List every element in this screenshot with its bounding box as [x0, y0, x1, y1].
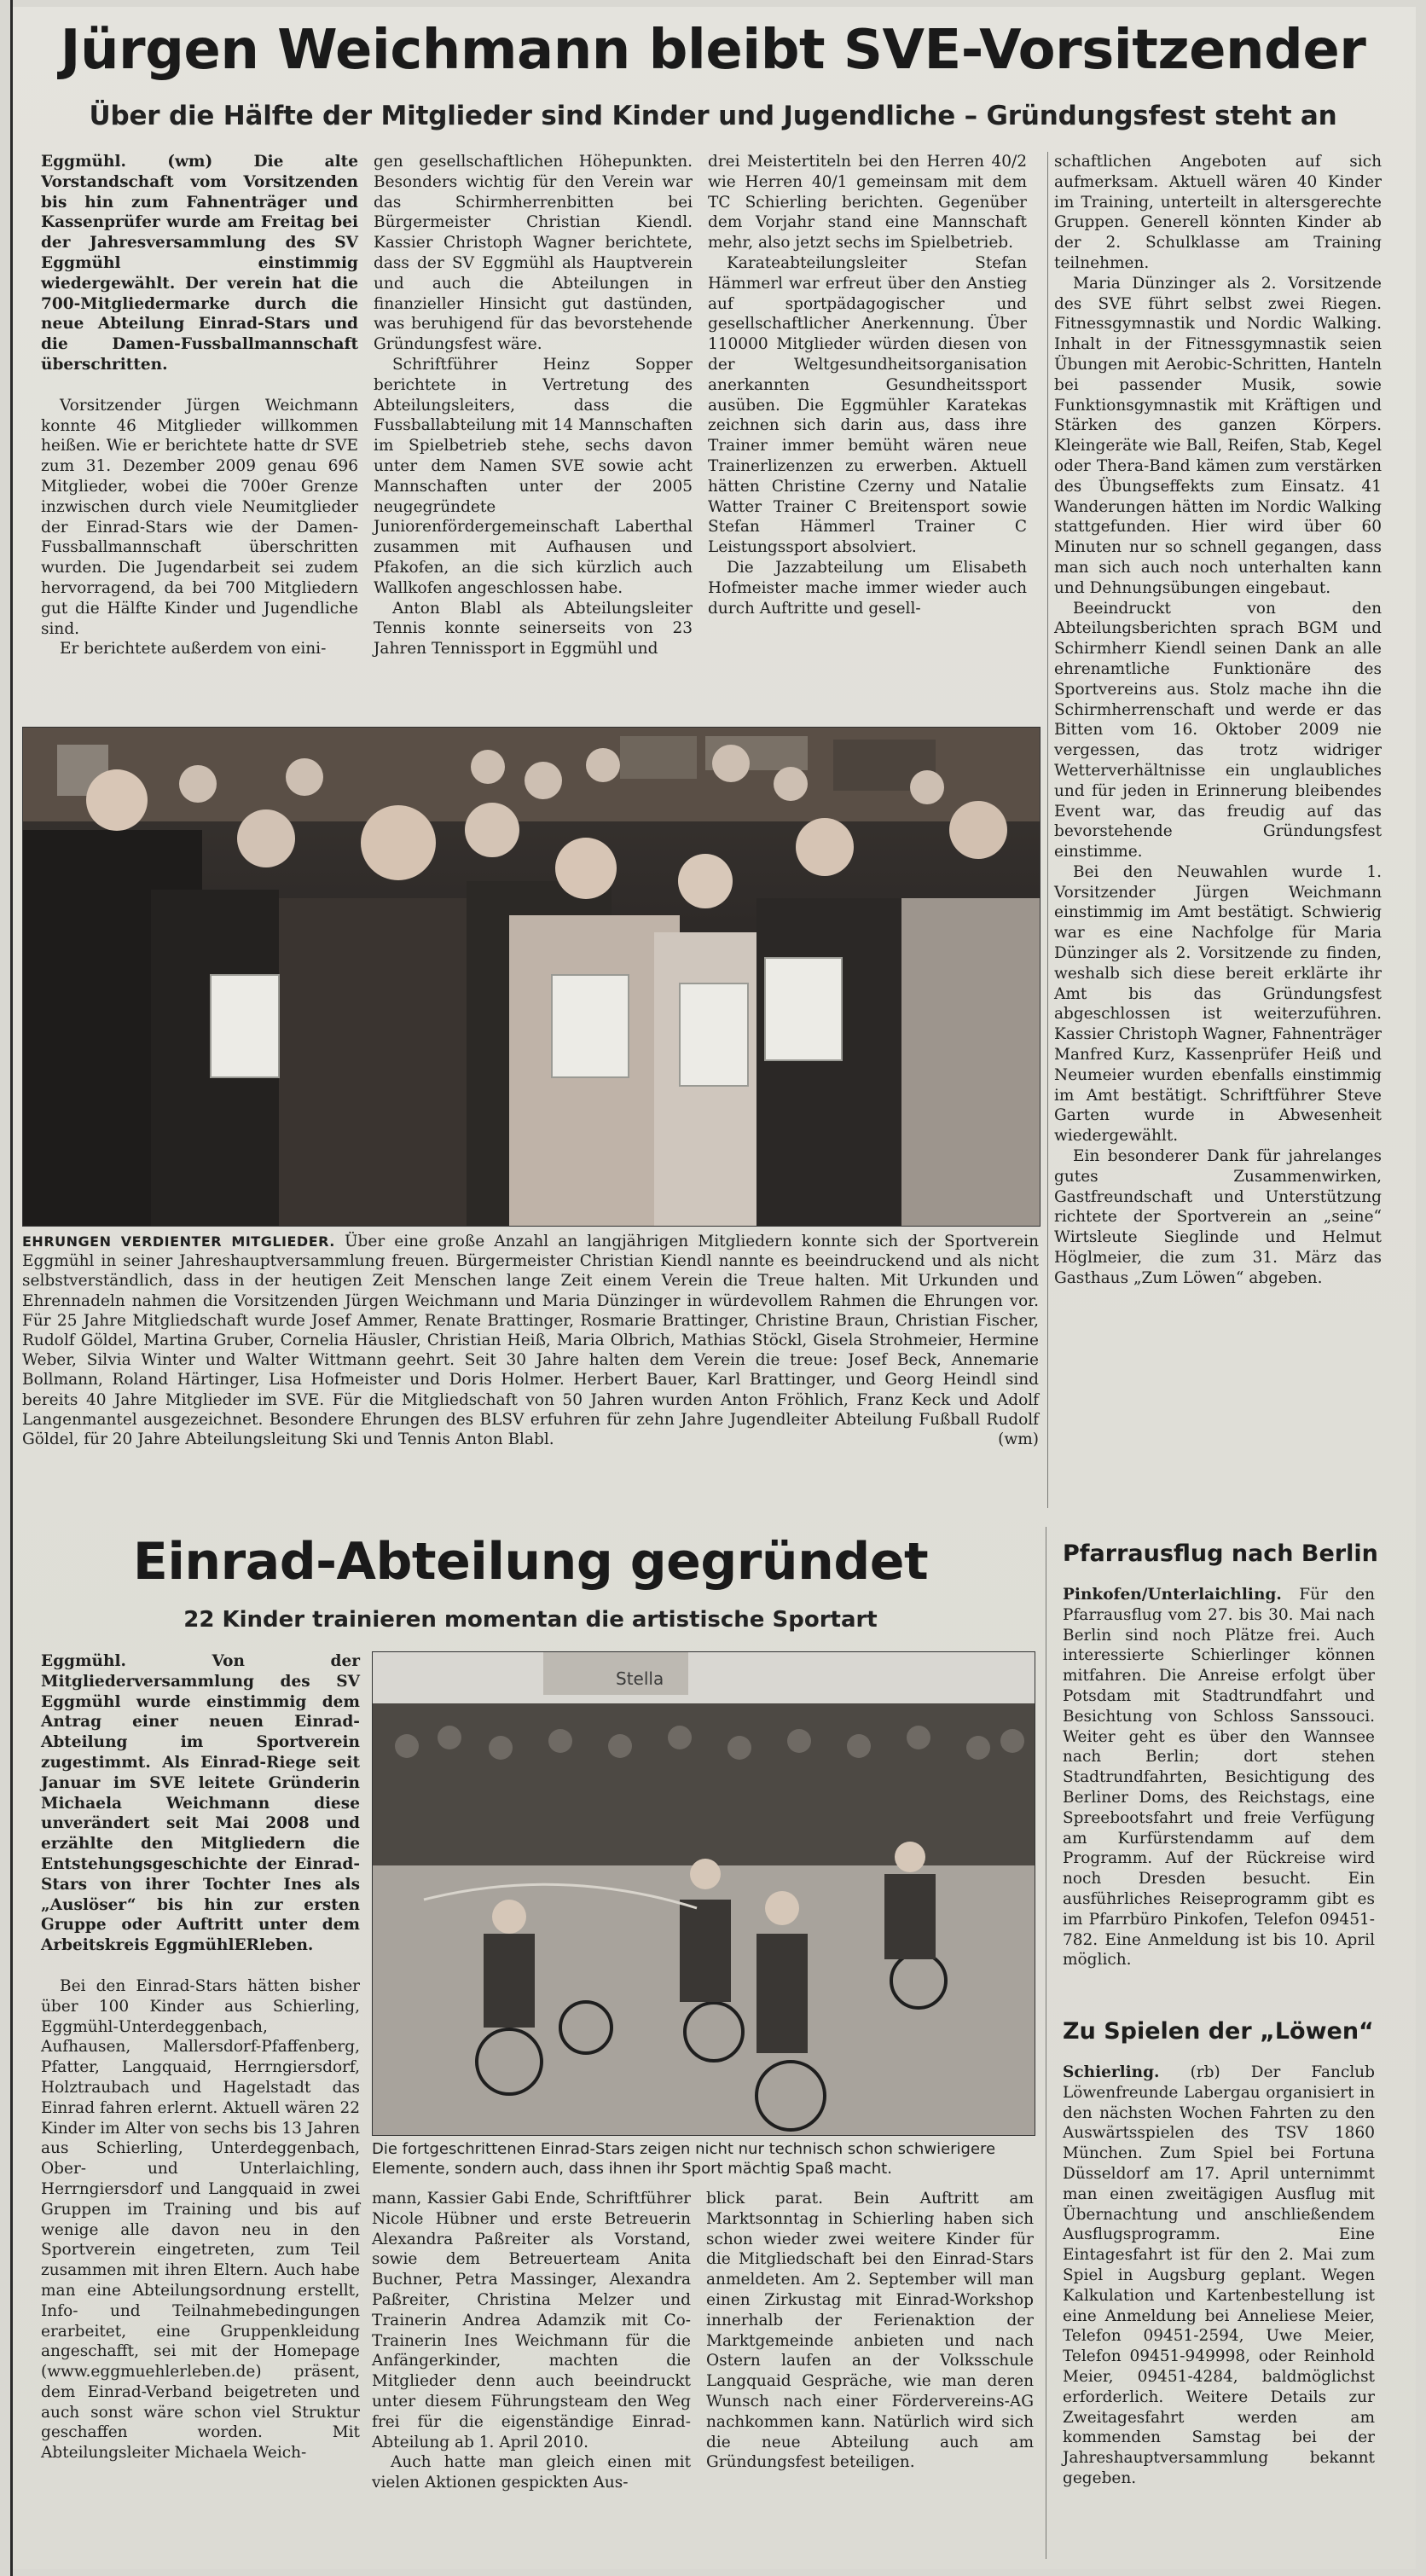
article2-paragraph: Bei den Einrad-Stars hätten bisher über 100 Kinder aus Schierling, Eggmühl-Unterdeggenbach, Aufhausen, Mallersdorf-Pfaffenberg, Pfatter, Langquaid, Herrngiersdorf, Holztraubach und Hagelstadt das Einrad fahren erlernt. Aktuell wären 22 Kinder im Alter von sechs bis 13 Jahren aus Schierling, Unterdeggenbach, Ober- und Unterlaichling, Herrngiersdorf und Langquaid in zwei Gruppen im Training und bis auf wenige alle davon neu in den Sportverein eingetreten, zum Teil zusammen mit ihren Eltern. Auch habe man eine Abteilungsordnung erstellt, Info- und Teilnahmebedingungen erarbeitet, eine Gruppenkleidung angeschafft, sei mit der Homepage (www.eggmuehlerleben.de) präsent, dem Einrad-Verband beigetreten und auch sonst wäre schon viel Struktur geschaffen worden. Mit Abteilungsleiter Michaela Weich- [41, 1976, 360, 2463]
article2-column-2 [372, 2189, 691, 2493]
article1-paragraph: Die Jazzabteilung um Elisabeth Hofmeister mache immer wieder auch durch Auftritte und gesell- [708, 558, 1027, 618]
article1-paragraph: Er berichtete außerdem von eini- [60, 640, 327, 659]
article2-column-3 [706, 2189, 1034, 2473]
article2-headline: Einrad-Abteilung gegründet [132, 1532, 929, 1592]
shop-sign-text: Stella [616, 1668, 664, 1689]
left-page-rule [10, 0, 13, 2576]
unicycle-photo [372, 1651, 1035, 2136]
caption-heading: EHRUNGEN VERDIENTER MITGLIEDER. [22, 1233, 335, 1250]
article2-lead-paragraph: Eggmühl. Von der Mitgliederversammlung des SV Eggmühl wurde einstimmig dem Antrag einer neuen Einrad-Abteilung im Sportverein zugestimmt. Als Einrad-Riege seit Januar im SVE leitete Gründerin Michaela Weichmann diese unverändert seit Mai 2008 und erzählte den Mitgliedern die Entstehungsgeschichte der Einrad-Stars von ihrer Tochter Ines als „Auslöser“ bis hin zur ersten Gruppe oder Auftritt unter dem Arbeitskreis EggmühlERleben. [41, 1652, 360, 1955]
article1-column-2 [374, 152, 693, 659]
article1-column-4 [1054, 152, 1382, 1289]
article1-column-1 [41, 152, 358, 659]
sidebar-text: (rb) Der Fanclub Löwenfreunde Labergau organisiert in den nächsten Wochen Fahrten zu den Auswärtsspielen des TSV 1860 München. Zum Spiel bei Fortuna Düsseldorf am 17. April unternimmt man einen zweitägigen Ausflug mit Übernachtung und anschließendem Ausflugsprogramm. Eine Eintagesfahrt ist für den 2. Mai zum Spiel in Augsburg geplant. Wegen Kalkulation und Kartenbestellung ist eine Anmeldung bei Anneliese Meier, Telefon 09451-2594, Uwe Meier, Telefon 09451-949998, oder Reinhold Meier, 09451-4284, baldmöglichst erforderlich. Weitere Details zur Zweitagesfahrt werden am kommenden Samstag bei der Jahreshauptversammlung bekannt gegeben. [1063, 2063, 1375, 2487]
sidebar-article-loewen [1063, 2063, 1375, 2489]
group-photo-illustration [23, 728, 1040, 1226]
article1-paragraph: Bei den Neuwahlen wurde 1. Vorsitzender Jürgen Weichmann einstimmig im Amt bestätigt. Schwierig war es eine Nachfolge für Maria Dünzinger als 2. Vorsitzende zu finden, weshalb sich diese bereit erklärte ihr Amt bis das Gründungsfest abgeschlossen ist weiterzuführen. Kassier Christoph Wagner, Fahnenträger Manfred Kurz, Kassenprüfer Heiß und Neumeier wurden ebenfalls einstimmig im Amt bestätigt. Schriftführer Steve Garten wurde in Abwesenheit wiedergewählt. [1054, 862, 1382, 1146]
article1-paragraph: Vorsitzender Jürgen Weichmann konnte 46 Mitglieder willkommen heißen. Wie er berichtete hatte dr SVE zum 31. Dezember 2009 genau 696 Mitglieder, wobei die 700er Grenze inzwischen durch viele Neumitglieder der Einrad-Stars wie der Damen-Fussballmannschaft überschritten wurden. Die Jugendarbeit sei zudem hervorragend, da bei 700 Mitgliedern gut die Hälfte Kinder und Jugendliche sind. [41, 396, 358, 638]
article1-subheadline: Über die Hälfte der Mitglieder sind Kinder und Jugendliche – Gründungsfest steht an [89, 101, 1337, 131]
sidebar-article-berlin [1063, 1585, 1375, 1970]
sidebar-dateline: Schierling. [1063, 2063, 1160, 2081]
article1-headline: Jürgen Weichmann bleibt SVE-Vorsitzender [60, 19, 1366, 82]
group-photo [22, 727, 1041, 1227]
article2-paragraph: Auch hatte man gleich einen mit vielen Aktionen gespickten Aus- [372, 2453, 691, 2492]
article1-paragraph: Beeindruckt von den Abteilungsberichten sprach BGM und Schirmherr Kiendl seinen Dank an alle ehrenamtliche Funktionäre des Sportvereins aus. Stolz mache ihn die Schirmherrenschaft und werde er das Bitten vom 16. Oktober 2009 nie vergessen, das trotz widriger Wetterverhältnisse ein unglaubliches und für jeden in Erinnerung bleibendes Event war, das freudig auf das bevorstehende Gründungsfest einstimme. [1054, 599, 1382, 862]
article1-paragraph: gen gesellschaftlichen Höhepunkten. Besonders wichtig für den Verein war das Schirmherrenbitten bei Bürgermeister Christian Kiendl. Kassier Christoph Wagner berichtete, dass der SV Eggmühl als Hauptverein und auch die Abteilungen in finanzieller Hinsicht gut dastünden, was beruhigend für das bevorstehende Gründungsfest wäre. [374, 153, 693, 354]
article2-subheadline: 22 Kinder trainieren momentan die artistische Sportart [183, 1607, 878, 1633]
article2-paragraph: blick parat. Bein Auftritt am Marktsonntag in Schierling haben sich schon wieder zwei weitere Kinder für die Mitgliedschaft bei den Einrad-Stars anmeldeten. Am 2. September will man einen Zirkustag mit Einrad-Workshop innerhalb der Ferienaktion der Marktgemeinde anbieten und nach Ostern laufen an der Volksschule Langquaid Gespräche, wie man deren Wunsch nach einer Fördervereins-AG nachkommen kann. Natürlich wird sich die neue Abteilung auch am Gründungsfest beteiligen. [706, 2190, 1034, 2472]
article1-column-3 [708, 152, 1027, 618]
unicycle-photo-illustration [373, 1652, 1035, 2135]
unicycle-photo-caption: Die fortgeschrittenen Einrad-Stars zeigen nicht nur technisch schon schwierigere Elemente, sondern auch, dass ihnen ihr Sport mächtig Spaß macht. [372, 2140, 996, 2178]
article1-paragraph: drei Meistertiteln bei den Herren 40/2 wie Herren 40/1 gemeinsam mit dem TC Schierling berichten. Gegenüber dem Vorjahr stand eine Mannschaft mehr, also jetzt sechs im Spielbetrieb. [708, 153, 1027, 252]
article2-paragraph: mann, Kassier Gabi Ende, Schriftführer Nicole Hübner und erste Betreuerin Alexandra Paßreiter als Vorstand, sowie dem Betreuerteam Anita Buchner, Petra Massinger, Alexandra Paßreiter, Christina Melzer und Trainerin Andrea Adamzik mit Co-Trainerin Ines Weichmann für die Anfängerkinder, machten die Mitglieder denn auch beeindruckt unter diesem Führungsteam den Weg frei für die eigenständige Einrad-Abteilung ab 1. April 2010. [372, 2190, 691, 2451]
sidebar-headline-berlin: Pfarrausflug nach Berlin [1063, 1540, 1378, 1567]
article1-paragraph: Anton Blabl als Abteilungsleiter Tennis konnte seinerseits von 23 Jahren Tennissport in Eggmühl und [374, 599, 693, 659]
caption-text: Über eine große Anzahl an langjährigen Mitgliedern konnte sich der Sportverein Eggmühl in seiner Jahreshauptversammlung freuen. Bürgermeister Christian Kiendl nannte es beeindruckend und als nicht selbstverständlich, dass in der heutigen Zeit Menschen lange Zeit einem Verein die Treue halten. Mit Urkunden und Ehrennadeln nahmen die Vorsitzenden Jürgen Weichmann und Maria Dünzinger in würdevollem Rahmen die Ehrungen vor. Für 25 Jahre Mitgliedschaft wurde Josef Ammer, Renate Brattinger, Rosmarie Brattinger, Christine Braun, Christian Fischer, Rudolf Göldel, Martina Gruber, Cornelia Häusler, Christian Heiß, Maria Olbrich, Mathias Stöckl, Gisela Strohmeier, Hermine Weber, Silvia Winter und Walter Wittmann geehrt. Seit 30 Jahre halten dem Verein die treue: Josef Beck, Annemarie Bollmann, Roland Härtinger, Lisa Hofmeister und Doris Holmer. Herbert Bauer, Karl Brattinger, und Georg Heindl sind bereits 40 Jahre Mitglieder im SVE. Für die Mitgliedschaft von 50 Jahren wurden Anton Fröhlich, Franz Keck und Adolf Langenmantel ausgezeichnet. Besondere Ehrungen des BLSV erfuhren für zehn Jahre Jugendleiter Abteilung Fußball Rudolf Göldel, für 20 Jahre Abteilungsleitung Ski und Tennis Anton Blabl. [22, 1233, 1040, 1449]
article1-paragraph: Schriftführer Heinz Sopper berichtete in Vertretung des Abteilungsleiters, dass die Fussballabteilung mit 14 Mannschaften im Spielbetrieb stehe, sechs davon unter dem Namen SVE sowie acht Mannschaften unter der 2005 neugegründete Juniorenfördergemeinschaft Laberthal zusammen mit Aufhausen und Pfakofen, an die sich kürzlich auch Wallkofen angeschlossen habe. [374, 355, 693, 597]
article1-lead-paragraph: Eggmühl. (wm) Die alte Vorstandschaft vom Vorsitzenden bis hin zum Fahnenträger und Kassenprüfer wurde am Freitag bei der Jahresversammlung des SV Eggmühl einstimmig wiedergewählt. Der verein hat die 700-Mitgliedermarke durch die neue Abteilung Einrad-Stars und die Damen-Fussballmannschaft überschritten. [41, 153, 358, 374]
sidebar-text: Für den Pfarrausflug vom 27. bis 30. Mai nach Berlin sind noch Plätze frei. Auch interessierte Schierlinger können mitfahren. Die Anreise erfolgt über Potsdam mit Stadtrundfahrt und Besichtung von Schloss Sanssouci. Weiter geht es über den Wannsee nach Berlin; dort stehen Stadtrundfahrten, Besichtigung des Berliner Doms, des Reichstags, eine Spreebootsfahrt und freie Verfügung am Kurfürstendamm auf dem Programm. Auf der Rückreise wird noch Dresden besucht. Ein ausführliches Reiseprogramm gibt es im Pfarrbüro Pinkofen, Telefon 09451-782. Eine Anmeldung ist bis 10. April möglich. [1063, 1586, 1375, 1970]
article1-paragraph: Ein besonderer Dank für jahrelanges gutes Zusammenwirken, Gastfreundschaft und Unterstützung richtete der Sportverein an „seine“ Wirtsleute Sieglinde und Helmut Höglmeier, die zum 31. März das Gasthaus „Zum Löwen“ abgeben. [1054, 1147, 1382, 1287]
article1-paragraph: Karateabteilungsleiter Stefan Hämmerl war erfreut über den Anstieg auf sportpädagogischer und gesellschaftlicher Anerkennung. Über 110000 Mitglieder würden diesen von der Weltgesundheitsorganisation anerkannten Gesundheitssport ausüben. Die Eggmühler Karatekas zeichnen sich darin aus, dass ihre Trainer immer bemüht wären neue Trainerlizenzen zu erwerben. Aktuell hätten Christine Czerny und Natalie Watter Trainer C Breitensport sowie Stefan Hämmerl Trainer C Leistungssport absolviert. [708, 253, 1027, 557]
sidebar-dateline: Pinkofen/Unterlaichling. [1063, 1586, 1282, 1604]
article1-paragraph: Maria Dünzinger als 2. Vorsitzende des SVE führt selbst zwei Riegen. Fitnessgymnastik und Nordic Walking. Inhalt in der Fitnessgymnastik seien Übungen mit Aerobic-Schritten, Hanteln bei passender Musik, sowie Funktionsgymnastik mit Kräftigen und Stärken des ganzen Körpers. Kleingeräte wie Ball, Reifen, Stab, Kegel oder Thera-Band kämen zum verstärken des Übungseffekts zum Einsatz. 41 Wanderungen hätten im Nordic Walking stattgefunden. Hier wird über 60 Minuten nur so schnell gegangen, dass man sich auch noch unterhalten kann und Dehnungsübungen eingebaut. [1054, 274, 1382, 597]
column-divider [1047, 152, 1048, 1508]
article1-paragraph: schaftlichen Angeboten auf sich aufmerksam. Aktuell wären 40 Kinder im Training, unterteilt in altersgerechte Gruppen. Generell könnten Kinder ab der 2. Schulklasse am Training teilnehmen. [1054, 153, 1382, 272]
caption-signature: (wm) [998, 1430, 1039, 1449]
group-photo-caption [22, 1232, 1039, 1449]
sidebar-headline-loewen: Zu Spielen der „Löwen“ [1063, 2018, 1374, 2045]
article2-column-1 [41, 1651, 360, 2463]
